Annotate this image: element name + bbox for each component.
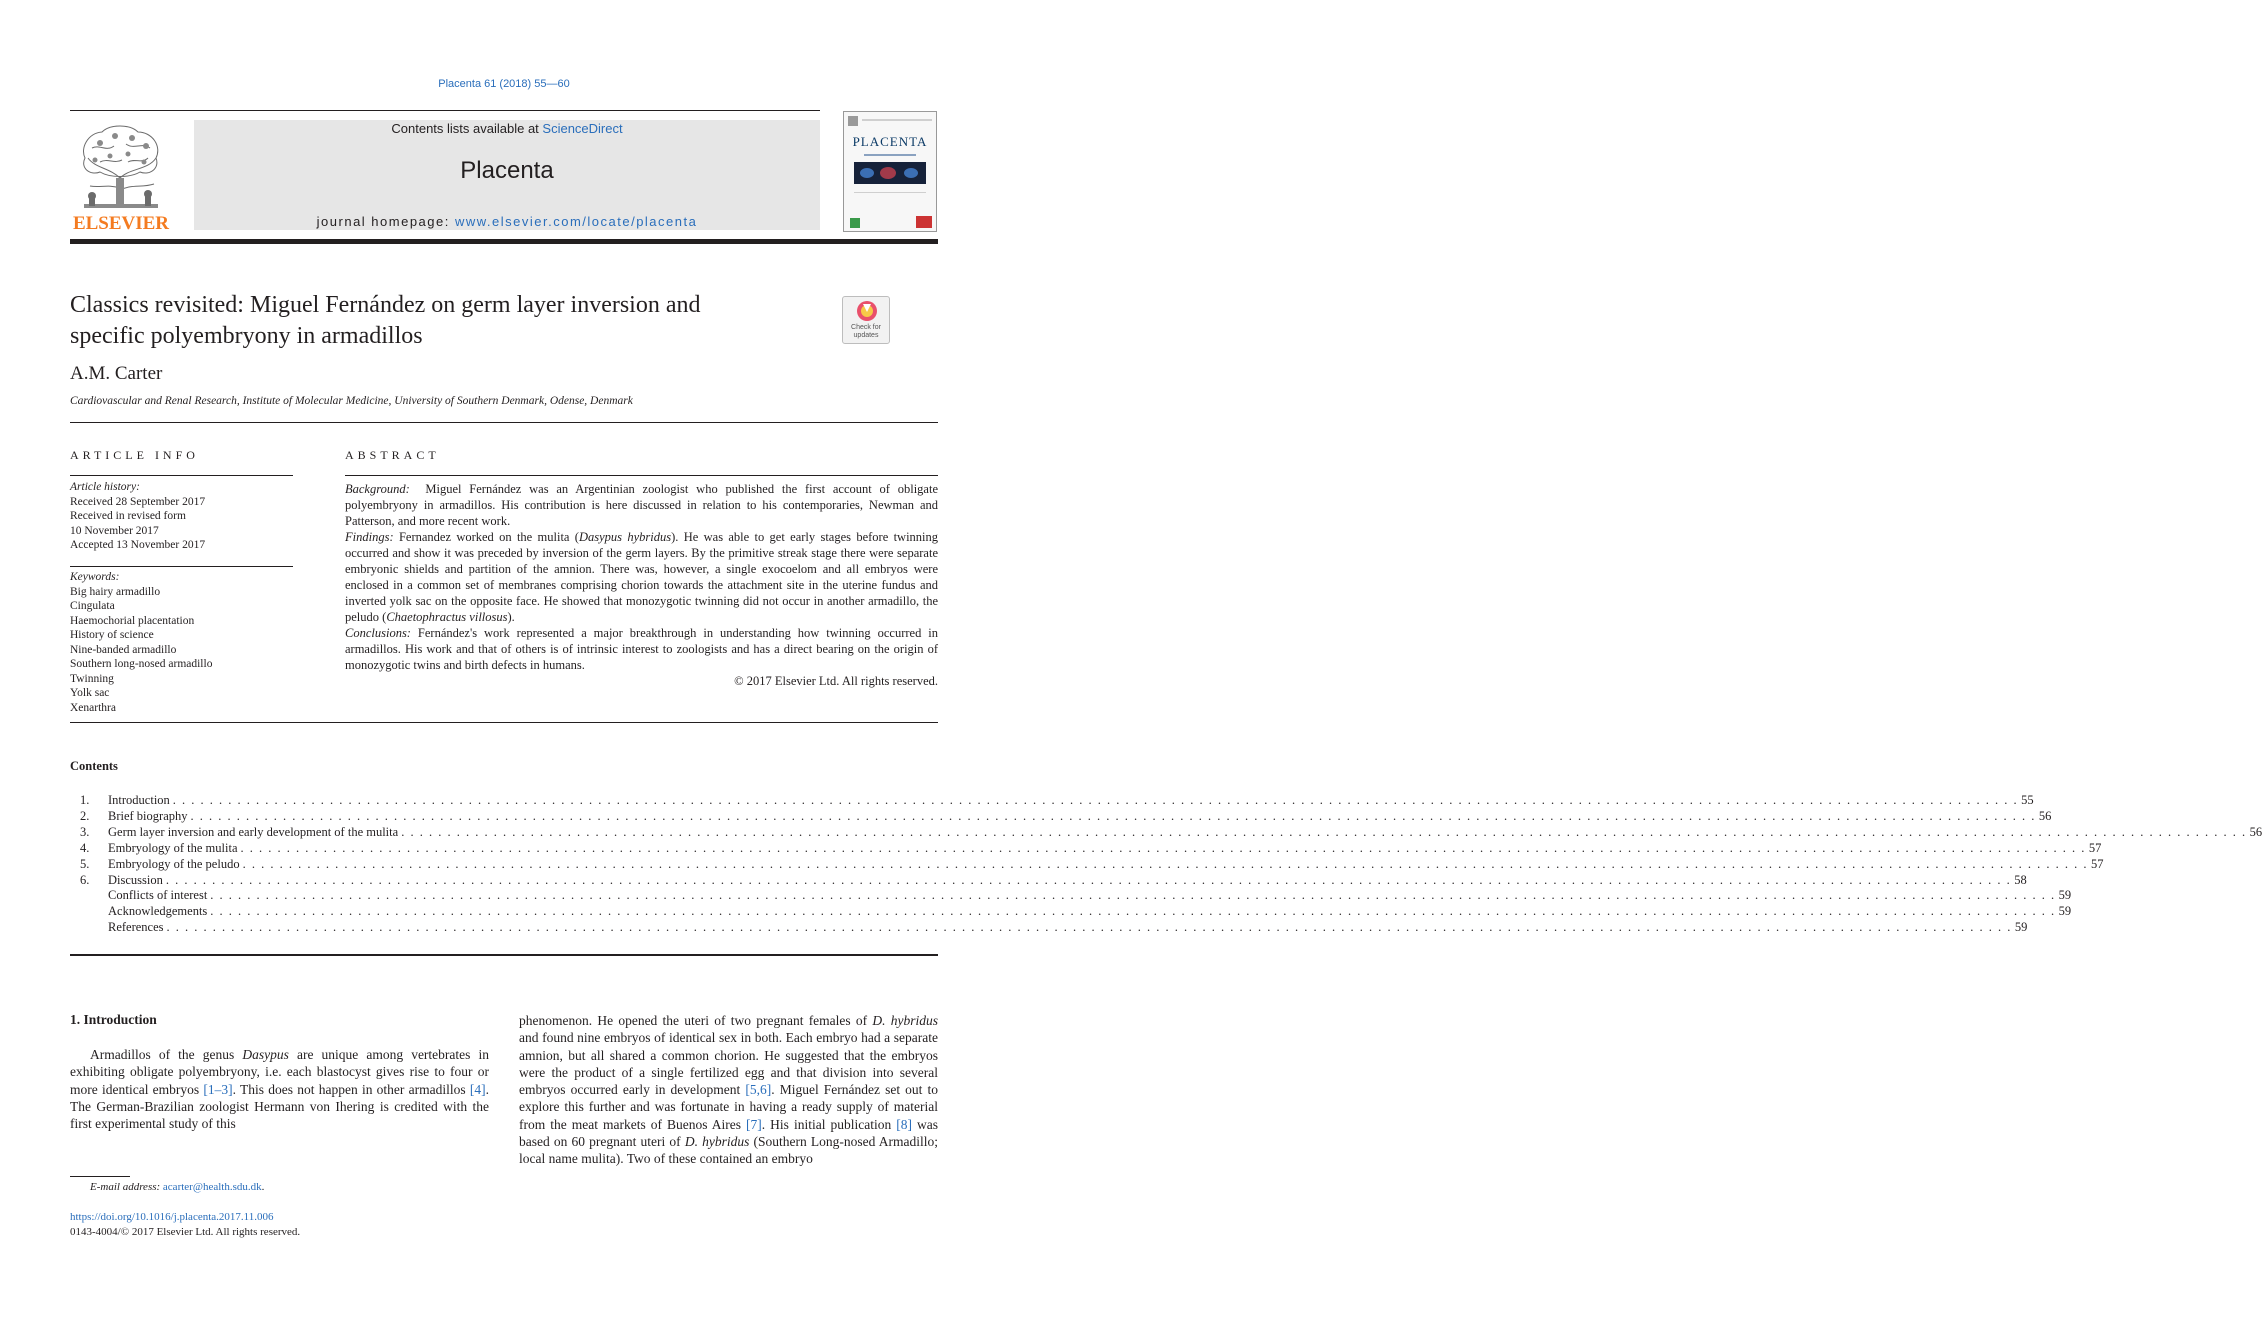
cover-footer-logo-icon	[850, 218, 860, 228]
history-revised-date: 10 November 2017	[70, 524, 159, 537]
toc-leader-dots: . . . . . . . . . . . . . . . . . . . . . . . . . . . . . . . . . . . . . . . . . . . . . . . . . . . . . . . . . . . . . . . . . . . . . . . . . . . . . . . . . . . . . . . . . . . . . . . . . . . . . . . . . . . . . . . . . . . . . . . . . . . . . . . . . . . . . . . . . . . . . . . . . . . . . . . . . . . . . . . . . . . . . . . . . . . . . . . . . . . . . . . . . . . . . . . . . . . . . . . .	[190, 808, 2036, 823]
article-title-line-1: Classics revisited: Miguel Fernández on germ layer inversion and	[70, 292, 701, 318]
conclusions-label: Conclusions:	[345, 626, 411, 640]
toc-entry[interactable]	[80, 920, 2028, 936]
findings-text-1: Fernandez worked on the mulita (	[398, 530, 579, 544]
check-updates-label-1: Check for	[851, 324, 881, 331]
intro-text: phenomenon. He opened the uteri of two pregnant females of	[519, 1013, 873, 1028]
abstract-findings	[345, 529, 938, 625]
toc-label[interactable]: Embryology of the mulita	[108, 840, 238, 855]
contents-heading: Contents	[70, 759, 118, 773]
author-name: A.M. Carter	[70, 363, 163, 384]
homepage-label: journal homepage:	[316, 214, 455, 229]
abstract-body	[345, 481, 938, 689]
intro-text: was based on 60 pregnant uteri of	[519, 1116, 938, 1150]
toc-entry[interactable]	[80, 808, 2052, 825]
toc-entry[interactable]	[80, 793, 2034, 809]
header-top-rule	[70, 110, 820, 111]
intro-text: . The German-Brazilian zoologist Hermann von Ihering is credited with the first experimental study of this	[70, 1081, 489, 1132]
issn-copyright: 0143-4004/© 2017 Elsevier Ltd. All rights reserved.	[70, 1226, 301, 1238]
keywords-rule	[70, 566, 293, 567]
toc-page-number: 55	[2021, 793, 2034, 807]
affiliation-rule	[70, 422, 938, 423]
reference-link[interactable]: [4]	[469, 1081, 486, 1097]
intro-text: . Miguel Fernández set out to explore this further and was fortunate in having a ready supply of material from the meat markets of Buenos Aires	[519, 1082, 939, 1132]
toc-leader-dots: . . . . . . . . . . . . . . . . . . . . . . . . . . . . . . . . . . . . . . . . . . . . . . . . . . . . . . . . . . . . . . . . . . . . . . . . . . . . . . . . . . . . . . . . . . . . . . . . . . . . . . . . . . . . . . . . . . . . . . . . . . . . . . . . . . . . . . . . . . . . . . . . . . . . . . . . . . . . . . . . . . . . . . . . . . . . . . . . . . . . . . . . . . . . . . . . . . . . . . . .	[172, 793, 2019, 807]
keyword: Haemochorial placentation	[70, 614, 195, 627]
cover-topline	[862, 119, 932, 121]
reference-link[interactable]: [1–3]	[203, 1081, 233, 1097]
toc-entry[interactable]	[80, 824, 2262, 841]
toc-number: 5.	[80, 856, 90, 871]
toc-label[interactable]: Acknowledgements	[108, 904, 208, 919]
cover-corner-logo-icon	[848, 116, 858, 126]
toc-page-number: 57	[2088, 840, 2102, 855]
check-updates-label-2: updates	[853, 332, 879, 339]
intro-text: Armadillos of the genus	[90, 1047, 243, 1062]
elsevier-wordmark: ELSEVIER	[72, 213, 170, 234]
abstract-rule	[345, 475, 938, 476]
toc-label[interactable]: Germ layer inversion and early development of the mulita	[108, 824, 399, 839]
toc-label[interactable]: Brief biography	[108, 808, 188, 823]
homepage-link[interactable]: www.elsevier.com/locate/placenta	[454, 214, 698, 229]
toc-number: 6.	[80, 872, 90, 887]
abstract-background	[345, 481, 938, 529]
reference-link[interactable]: [8]	[896, 1116, 912, 1132]
history-revised-label: Received in revised form	[70, 510, 186, 522]
cover-footer-badge-icon	[916, 216, 932, 228]
findings-text-2: ). He was able to get early stages before twinning occurred and show it was preceded by inversion of the germ layers. By the primitive streak stage there were separate embryonic shields and partition of the amnion. There was, however, a single exocoelom and all embryos were enclosed in a common set of membranes comprising chorion towards the attachment site in the uterine fundus and inverted yolk sac on the opposite face. He showed that monozygotic twinning did not occur in another armadillo, the peludo (	[345, 530, 939, 624]
introduction-heading: 1. Introduction	[70, 1012, 157, 1027]
findings-species-2: Chaetophractus villosus	[386, 610, 508, 624]
keyword: History of science	[70, 629, 154, 641]
findings-species-1: Dasypus hybridus	[578, 530, 672, 544]
article-info-heading: ARTICLE INFO	[70, 448, 199, 462]
footnote-email	[90, 1181, 264, 1193]
toc-entry[interactable]	[80, 840, 2102, 857]
contents-available-text: Contents lists available at	[391, 121, 543, 136]
sciencedirect-link[interactable]: ScienceDirect	[542, 121, 623, 136]
toc-leader-dots: . . . . . . . . . . . . . . . . . . . . . . . . . . . . . . . . . . . . . . . . . . . . . . . . . . . . . . . . . . . . . . . . . . . . . . . . . . . . . . . . . . . . . . . . . . . . . . . . . . . . . . . . . . . . . . . . . . . . . . . . . . . . . . . . . . . . . . . . . . . . . . . . . . . . . . . . . . . . . . . . . . . . . . . . . . . . . . . . . . . . . . . . . . . . . . . . . . . . . . . .	[210, 888, 2056, 903]
email-end: .	[261, 1181, 265, 1193]
intro-text: (Southern Long-nosed Armadillo; local name mulita). Two of these contained an embryo	[519, 1134, 939, 1167]
toc-leader-dots: . . . . . . . . . . . . . . . . . . . . . . . . . . . . . . . . . . . . . . . . . . . . . . . . . . . . . . . . . . . . . . . . . . . . . . . . . . . . . . . . . . . . . . . . . . . . . . . . . . . . . . . . . . . . . . . . . . . . . . . . . . . . . . . . . . . . . . . . . . . . . . . . . . . . . . . . . . . . . . . . . . . . . . . . . . . . . . . . . . . . . . . . . . . . . . . . . . . . . . . .	[210, 904, 2056, 919]
abstract-copyright: © 2017 Elsevier Ltd. All rights reserved.	[734, 674, 938, 688]
toc-label[interactable]: References	[108, 920, 164, 935]
article-info-rule	[70, 475, 293, 476]
toc-entry[interactable]	[80, 872, 2027, 889]
intro-species: D. hybridus	[684, 1134, 750, 1150]
toc-leader-dots: . . . . . . . . . . . . . . . . . . . . . . . . . . . . . . . . . . . . . . . . . . . . . . . . . . . . . . . . . . . . . . . . . . . . . . . . . . . . . . . . . . . . . . . . . . . . . . . . . . . . . . . . . . . . . . . . . . . . . . . . . . . . . . . . . . . . . . . . . . . . . . . . . . . . . . . . . . . . . . . . . . . . . . . . . . . . . . . . . . . . . . . . . . . . . . . . . . . . . . . .	[166, 920, 2012, 935]
toc-page-number: 56	[2249, 824, 2262, 839]
toc-number: 1.	[80, 793, 90, 807]
journal-reference[interactable]: Placenta 61 (2018) 55—60	[438, 78, 570, 90]
doi-link[interactable]: https://doi.org/10.1016/j.placenta.2017.11.006	[70, 1211, 274, 1223]
toc-entry[interactable]	[80, 856, 2104, 873]
toc-leader-dots: . . . . . . . . . . . . . . . . . . . . . . . . . . . . . . . . . . . . . . . . . . . . . . . . . . . . . . . . . . . . . . . . . . . . . . . . . . . . . . . . . . . . . . . . . . . . . . . . . . . . . . . . . . . . . . . . . . . . . . . . . . . . . . . . . . . . . . . . . . . . . . . . . . . . . . . . . . . . . . . . . . . . . . . . . . . . . . . . . . . . . . . . . . . . . . . . . . . . . . . .	[242, 856, 2088, 871]
introduction-left-column	[70, 1046, 489, 1132]
toc-page-number: 59	[2058, 888, 2072, 903]
keyword: Yolk sac	[70, 687, 110, 699]
toc-leader-dots: . . . . . . . . . . . . . . . . . . . . . . . . . . . . . . . . . . . . . . . . . . . . . . . . . . . . . . . . . . . . . . . . . . . . . . . . . . . . . . . . . . . . . . . . . . . . . . . . . . . . . . . . . . . . . . . . . . . . . . . . . . . . . . . . . . . . . . . . . . . . . . . . . . . . . . . . . . . . . . . . . . . . . . . . . . . . . . . . . . . . . . . . . . . . . . . . . . . . . . . .	[401, 824, 2247, 839]
abstract-heading: ABSTRACT	[345, 448, 440, 462]
toc-number: 3.	[80, 824, 90, 839]
article-history-label: Article history:	[70, 481, 140, 493]
journal-cover-thumbnail[interactable]	[843, 111, 937, 232]
abstract-conclusions	[345, 625, 938, 673]
abstract-bottom-rule	[70, 722, 938, 723]
journal-homepage-line	[194, 214, 820, 229]
background-label: Background:	[345, 482, 410, 496]
keyword: Cingulata	[70, 600, 115, 612]
cover-footer-line	[854, 192, 926, 193]
conclusions-text: Fernández's work represented a major breakthrough in understanding how twinning occurred in armadillos. His work and that of others is of intrinsic interest to zoologists and has a direct bearing on the origin of monozygotic twins and birth defects in humans.	[345, 626, 938, 672]
toc-number: 4.	[80, 840, 90, 855]
toc-label[interactable]: Introduction	[108, 793, 170, 807]
keywords-list	[70, 570, 293, 715]
email-label: E-mail address:	[90, 1181, 161, 1193]
intro-species: D. hybridus	[872, 1013, 939, 1028]
toc-page-number: 59	[2014, 920, 2028, 935]
keyword: Big hairy armadillo	[70, 585, 161, 598]
journal-name: Placenta	[460, 157, 554, 184]
toc-entry[interactable]	[80, 888, 2072, 904]
article-history	[70, 480, 293, 553]
contents-available-line	[194, 121, 820, 136]
intro-genus: Dasypus	[242, 1047, 289, 1062]
toc-leader-dots: . . . . . . . . . . . . . . . . . . . . . . . . . . . . . . . . . . . . . . . . . . . . . . . . . . . . . . . . . . . . . . . . . . . . . . . . . . . . . . . . . . . . . . . . . . . . . . . . . . . . . . . . . . . . . . . . . . . . . . . . . . . . . . . . . . . . . . . . . . . . . . . . . . . . . . . . . . . . . . . . . . . . . . . . . . . . . . . . . . . . . . . . . . . . . . . . . . . . . . . .	[240, 840, 2086, 855]
toc-entry[interactable]	[80, 904, 2072, 920]
toc-leader-dots: . . . . . . . . . . . . . . . . . . . . . . . . . . . . . . . . . . . . . . . . . . . . . . . . . . . . . . . . . . . . . . . . . . . . . . . . . . . . . . . . . . . . . . . . . . . . . . . . . . . . . . . . . . . . . . . . . . . . . . . . . . . . . . . . . . . . . . . . . . . . . . . . . . . . . . . . . . . . . . . . . . . . . . . . . . . . . . . . . . . . . . . . . . . . . . . . . . . . . . . .	[165, 872, 2012, 887]
toc-page-number: 58	[2014, 872, 2027, 887]
intro-text: . This does not happen in other armadillos	[232, 1081, 470, 1097]
check-for-updates-button[interactable]	[842, 296, 890, 344]
email-link[interactable]: acarter@health.sdu.dk	[162, 1181, 262, 1193]
footnote-rule	[70, 1176, 130, 1177]
cover-title: PLACENTA	[852, 134, 928, 149]
keywords-label: Keywords:	[70, 571, 120, 583]
history-accepted: Accepted 13 November 2017	[70, 539, 206, 551]
toc-number: 2.	[80, 808, 90, 823]
keyword: Nine-banded armadillo	[70, 643, 177, 656]
cover-image-icon	[854, 162, 926, 184]
findings-label: Findings:	[345, 530, 394, 544]
article-title	[70, 290, 810, 352]
toc-page-number: 59	[2058, 904, 2072, 919]
cover-subtitle-bar	[864, 154, 916, 156]
intro-text: are unique among vertebrates in exhibiting obligate polyembryony, i.e. each blastocyst gives rise to four or more identical embryos	[70, 1047, 489, 1097]
intro-text: and found nine embryos of identical sex in both. Each embryo had a separate amnion, but all shared a common chorion. He suggested that the embryos were the product of a single fertilized egg and that division into several embryos occurred early in development	[519, 1030, 938, 1098]
reference-link[interactable]: [5,6]	[745, 1082, 772, 1098]
contents-bottom-rule	[70, 954, 938, 956]
toc-label[interactable]: Discussion	[108, 872, 163, 887]
history-received: Received 28 September 2017	[70, 495, 206, 508]
author-affiliation: Cardiovascular and Renal Research, Institute of Molecular Medicine, University of Southern Denmark, Odense, Denmark	[70, 395, 633, 407]
background-text: Miguel Fernández was an Argentinian zoologist who published the first account of obligate polyembryony in armadillos. His contribution is here discussed in relation to his contemporaries, Newman and Patterson, and more recent work.	[345, 482, 938, 528]
toc-page-number: 57	[2090, 856, 2104, 871]
keyword: Xenarthra	[70, 701, 116, 714]
toc-label[interactable]: Embryology of the peludo	[108, 856, 240, 871]
intro-text: . His initial publication	[761, 1116, 897, 1132]
header-bottom-rule	[70, 239, 938, 244]
introduction-right-column	[519, 1012, 938, 1168]
article-title-line-2: specific polyembryony in armadillos	[70, 323, 423, 349]
toc-page-number: 56	[2038, 808, 2052, 823]
findings-text-3: ).	[507, 610, 515, 624]
reference-link[interactable]: [7]	[746, 1116, 762, 1132]
keyword: Twinning	[70, 672, 114, 685]
check-updates-badge-icon	[856, 300, 878, 324]
keyword: Southern long-nosed armadillo	[70, 658, 213, 670]
toc-label[interactable]: Conflicts of interest	[108, 888, 208, 903]
